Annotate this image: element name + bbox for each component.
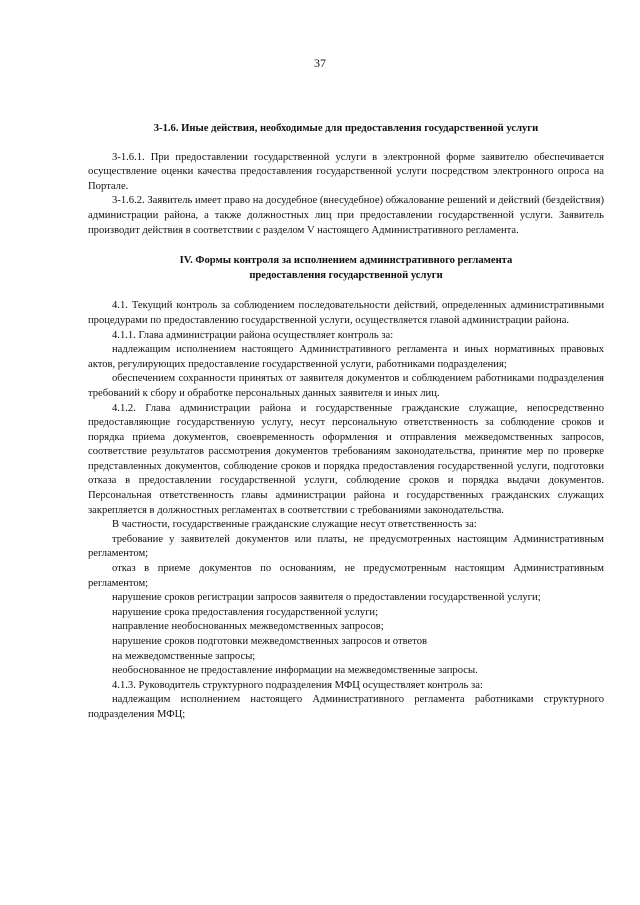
paragraph: необоснованное не предоставление информации на межведомственные запросы.	[112, 665, 478, 677]
paragraph: 4.1.1. Глава администрации района осуществляет контроль за:	[112, 329, 394, 341]
paragraph: нарушение сроков регистрации запросов заявителя о предоставлении государственной услуги;	[112, 592, 541, 604]
paragraph: нарушение сроков подготовки межведомственных запросов и ответов	[112, 636, 428, 647]
paragraph: нарушение срока предоставления государственной услуги;	[112, 606, 379, 618]
paragraph: 3-1.6.2. Заявитель имеет право на досудебное (внесудебное) обжалование решений и действий (бездействия) администрации района, а также должностных лиц при предоставлении государственной услуги. Заявитель производит действия в соответствии с разделом V настоящего Административного регламента.	[88, 195, 604, 236]
paragraph: на межведомственные запросы;	[112, 650, 256, 662]
paragraph: 4.1.3. Руководитель структурного подразделения МФЦ осуществляет контроль за:	[112, 679, 483, 691]
section-heading-iv-line2: предоставления государственной услуги	[249, 269, 443, 281]
paragraph: В частности, государственные гражданские служащие несут ответственность за:	[112, 519, 477, 531]
section-heading-iv	[88, 254, 604, 283]
paragraph: 4.1. Текущий контроль за соблюдением последовательности действий, определенных административными процедурами по предоставлению государственной услуги, осуществляется главой администрации района.	[88, 300, 604, 326]
section-heading-iv-line1: IV. Формы контроля за исполнением административного регламента	[179, 255, 513, 267]
paragraph: отказ в приеме документов по основаниям, не предусмотренным настоящим Административным регламентом;	[88, 563, 604, 589]
paragraph: 3-1.6.1. При предоставлении государственной услуги в электронной форме заявителю обеспечивается осуществление оценки качества предоставления государственной услуги посредством электронного опроса на Портале.	[88, 151, 604, 192]
paragraph: надлежащим исполнением настоящего Административного регламента и иных нормативных правовых актов, регулирующих предоставление государственной услуги, работниками подразделения;	[88, 344, 604, 370]
section-heading-3-1-6: 3-1.6. Иные действия, необходимые для предоставления государственной услуги	[153, 123, 539, 134]
paragraph: надлежащим исполнением настоящего Административного регламента работниками структурного подразделения МФЦ;	[88, 694, 604, 720]
document-body	[88, 122, 604, 723]
paragraph: обеспечением сохранности принятых от заявителя документов и соблюдением работниками подразделения требований к сбору и обработке персональных данных заявителя и иных лиц.	[88, 373, 604, 399]
paragraph: 4.1.2. Глава администрации района и государственные гражданские служащие, непосредственно предоставляющие государственную услугу, несут персональную ответственность за соблюдение сроков и порядка приема документов, своевременность оформления и отправления межведомственных запросов, соответствие результатов рассмотрения документов требованиям законодательства, принятие мер по проверке представленных документов, соблюдение сроков и порядка предоставления государственной услуги, подготовки отказа в предоставлении государственной услуги, соблюдение сроков и порядка выдачи документов. Персональная ответственность главы администрации района и государственных гражданских служащих закрепляется в должностных регламентах в соответствии с требованиями законодательства.	[88, 402, 604, 516]
paragraph: требование у заявителей документов или платы, не предусмотренных настоящим Административным регламентом;	[88, 533, 604, 560]
page-number: 37	[314, 56, 326, 70]
paragraph: направление необоснованных межведомственных запросов;	[112, 621, 384, 633]
